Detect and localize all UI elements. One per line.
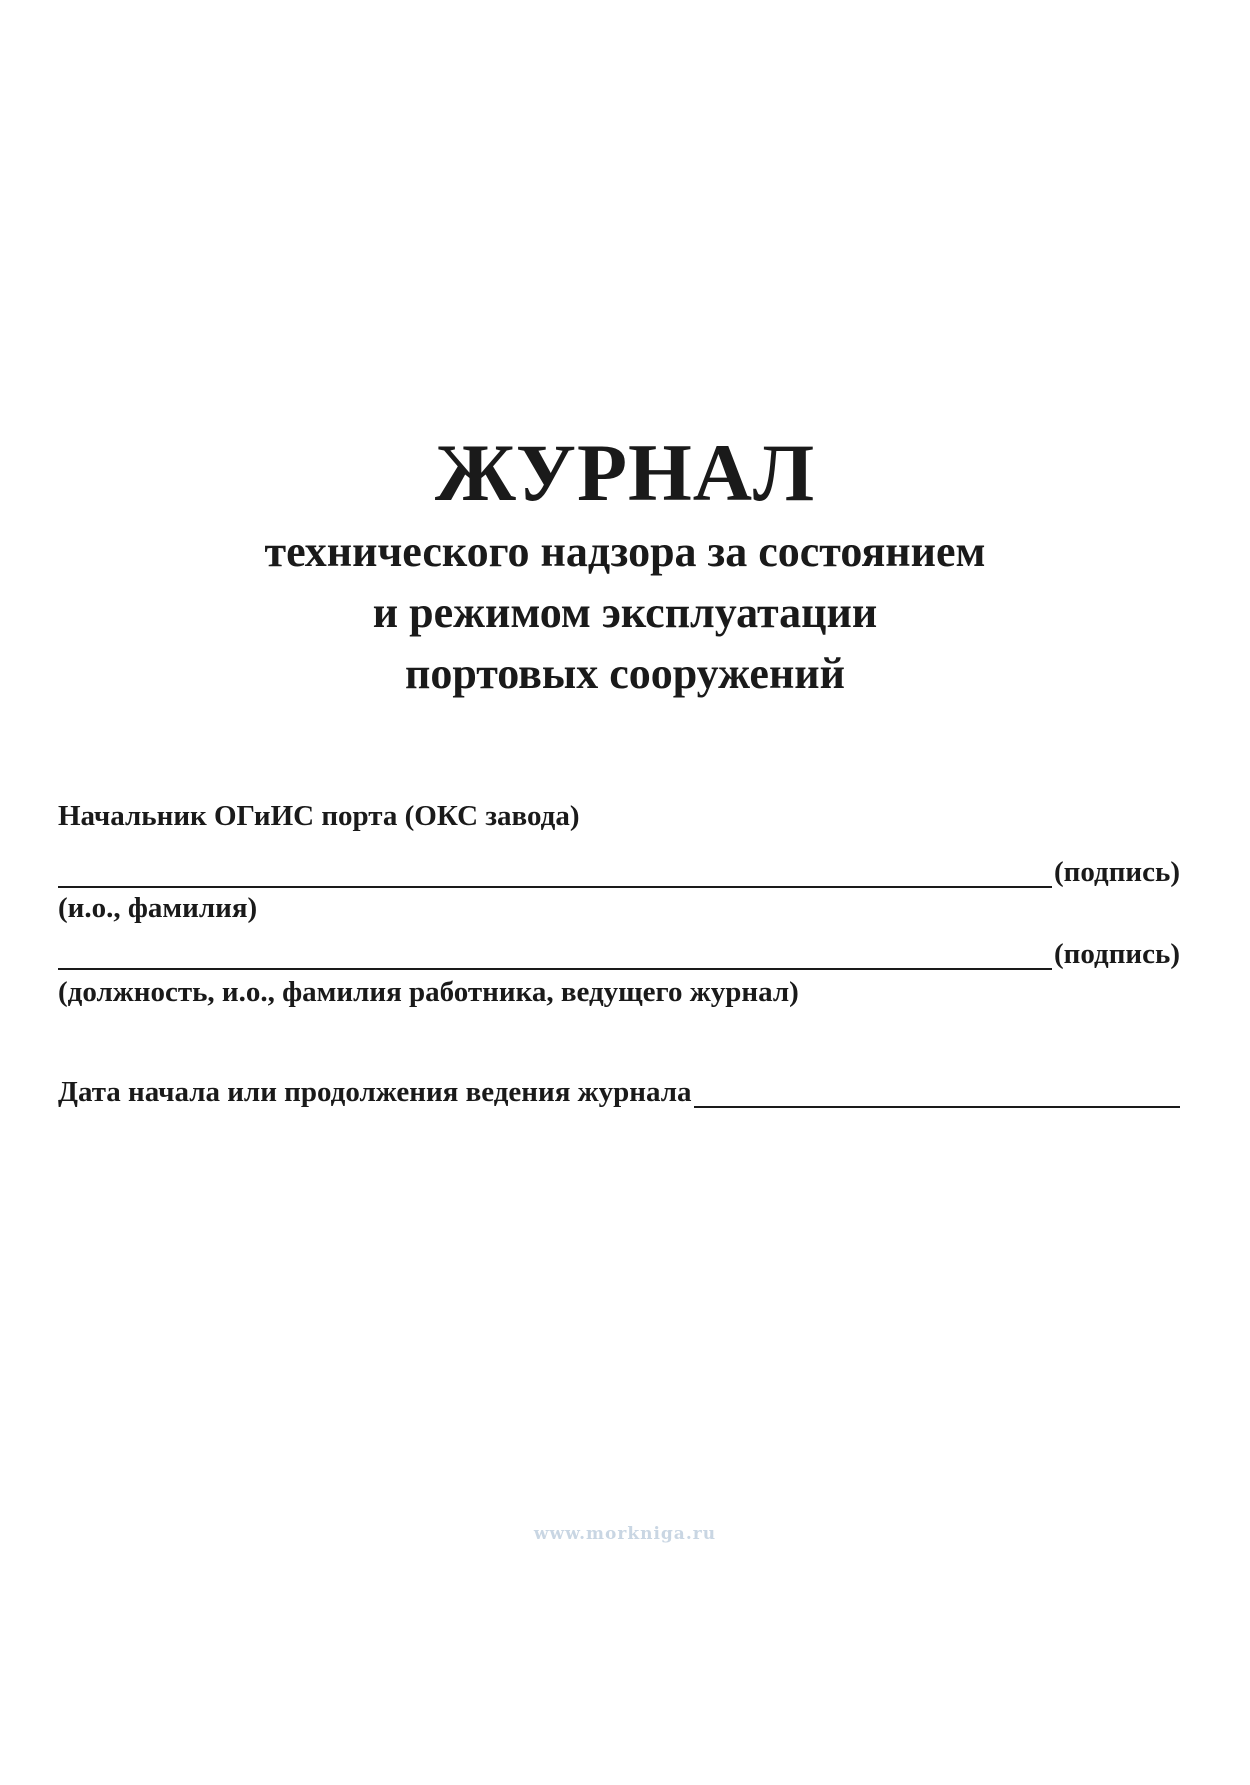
signature-blank-line-2 <box>58 938 1052 970</box>
signature-blank-line-1 <box>58 856 1052 888</box>
subtitle-line-1: технического надзора за состоянием <box>264 527 986 576</box>
subtitle-line-2: и режимом эксплуатации <box>372 588 878 637</box>
head-of-department-label: Начальник ОГиИС порта (ОКС завода) <box>58 800 580 832</box>
name-caption-1: (и.о., фамилия) <box>58 892 258 924</box>
title-block <box>0 425 1250 704</box>
signature-caption-1: (подпись) <box>1054 856 1180 888</box>
signature-row-1 <box>58 848 1180 888</box>
document-title: ЖУРНАЛ <box>434 427 816 518</box>
date-row <box>58 1068 1180 1108</box>
name-caption-2: (должность, и.о., фамилия работника, ведущего журнал) <box>58 976 799 1008</box>
subtitle-line-3: портовых сооружений <box>404 649 846 698</box>
signature-row-2 <box>58 930 1180 970</box>
signature-caption-2: (подпись) <box>1054 938 1180 970</box>
date-label: Дата начала или продолжения ведения журнала <box>58 1076 692 1108</box>
watermark-text: www.morkniga.ru <box>533 1524 717 1544</box>
date-blank-line <box>694 1076 1180 1108</box>
